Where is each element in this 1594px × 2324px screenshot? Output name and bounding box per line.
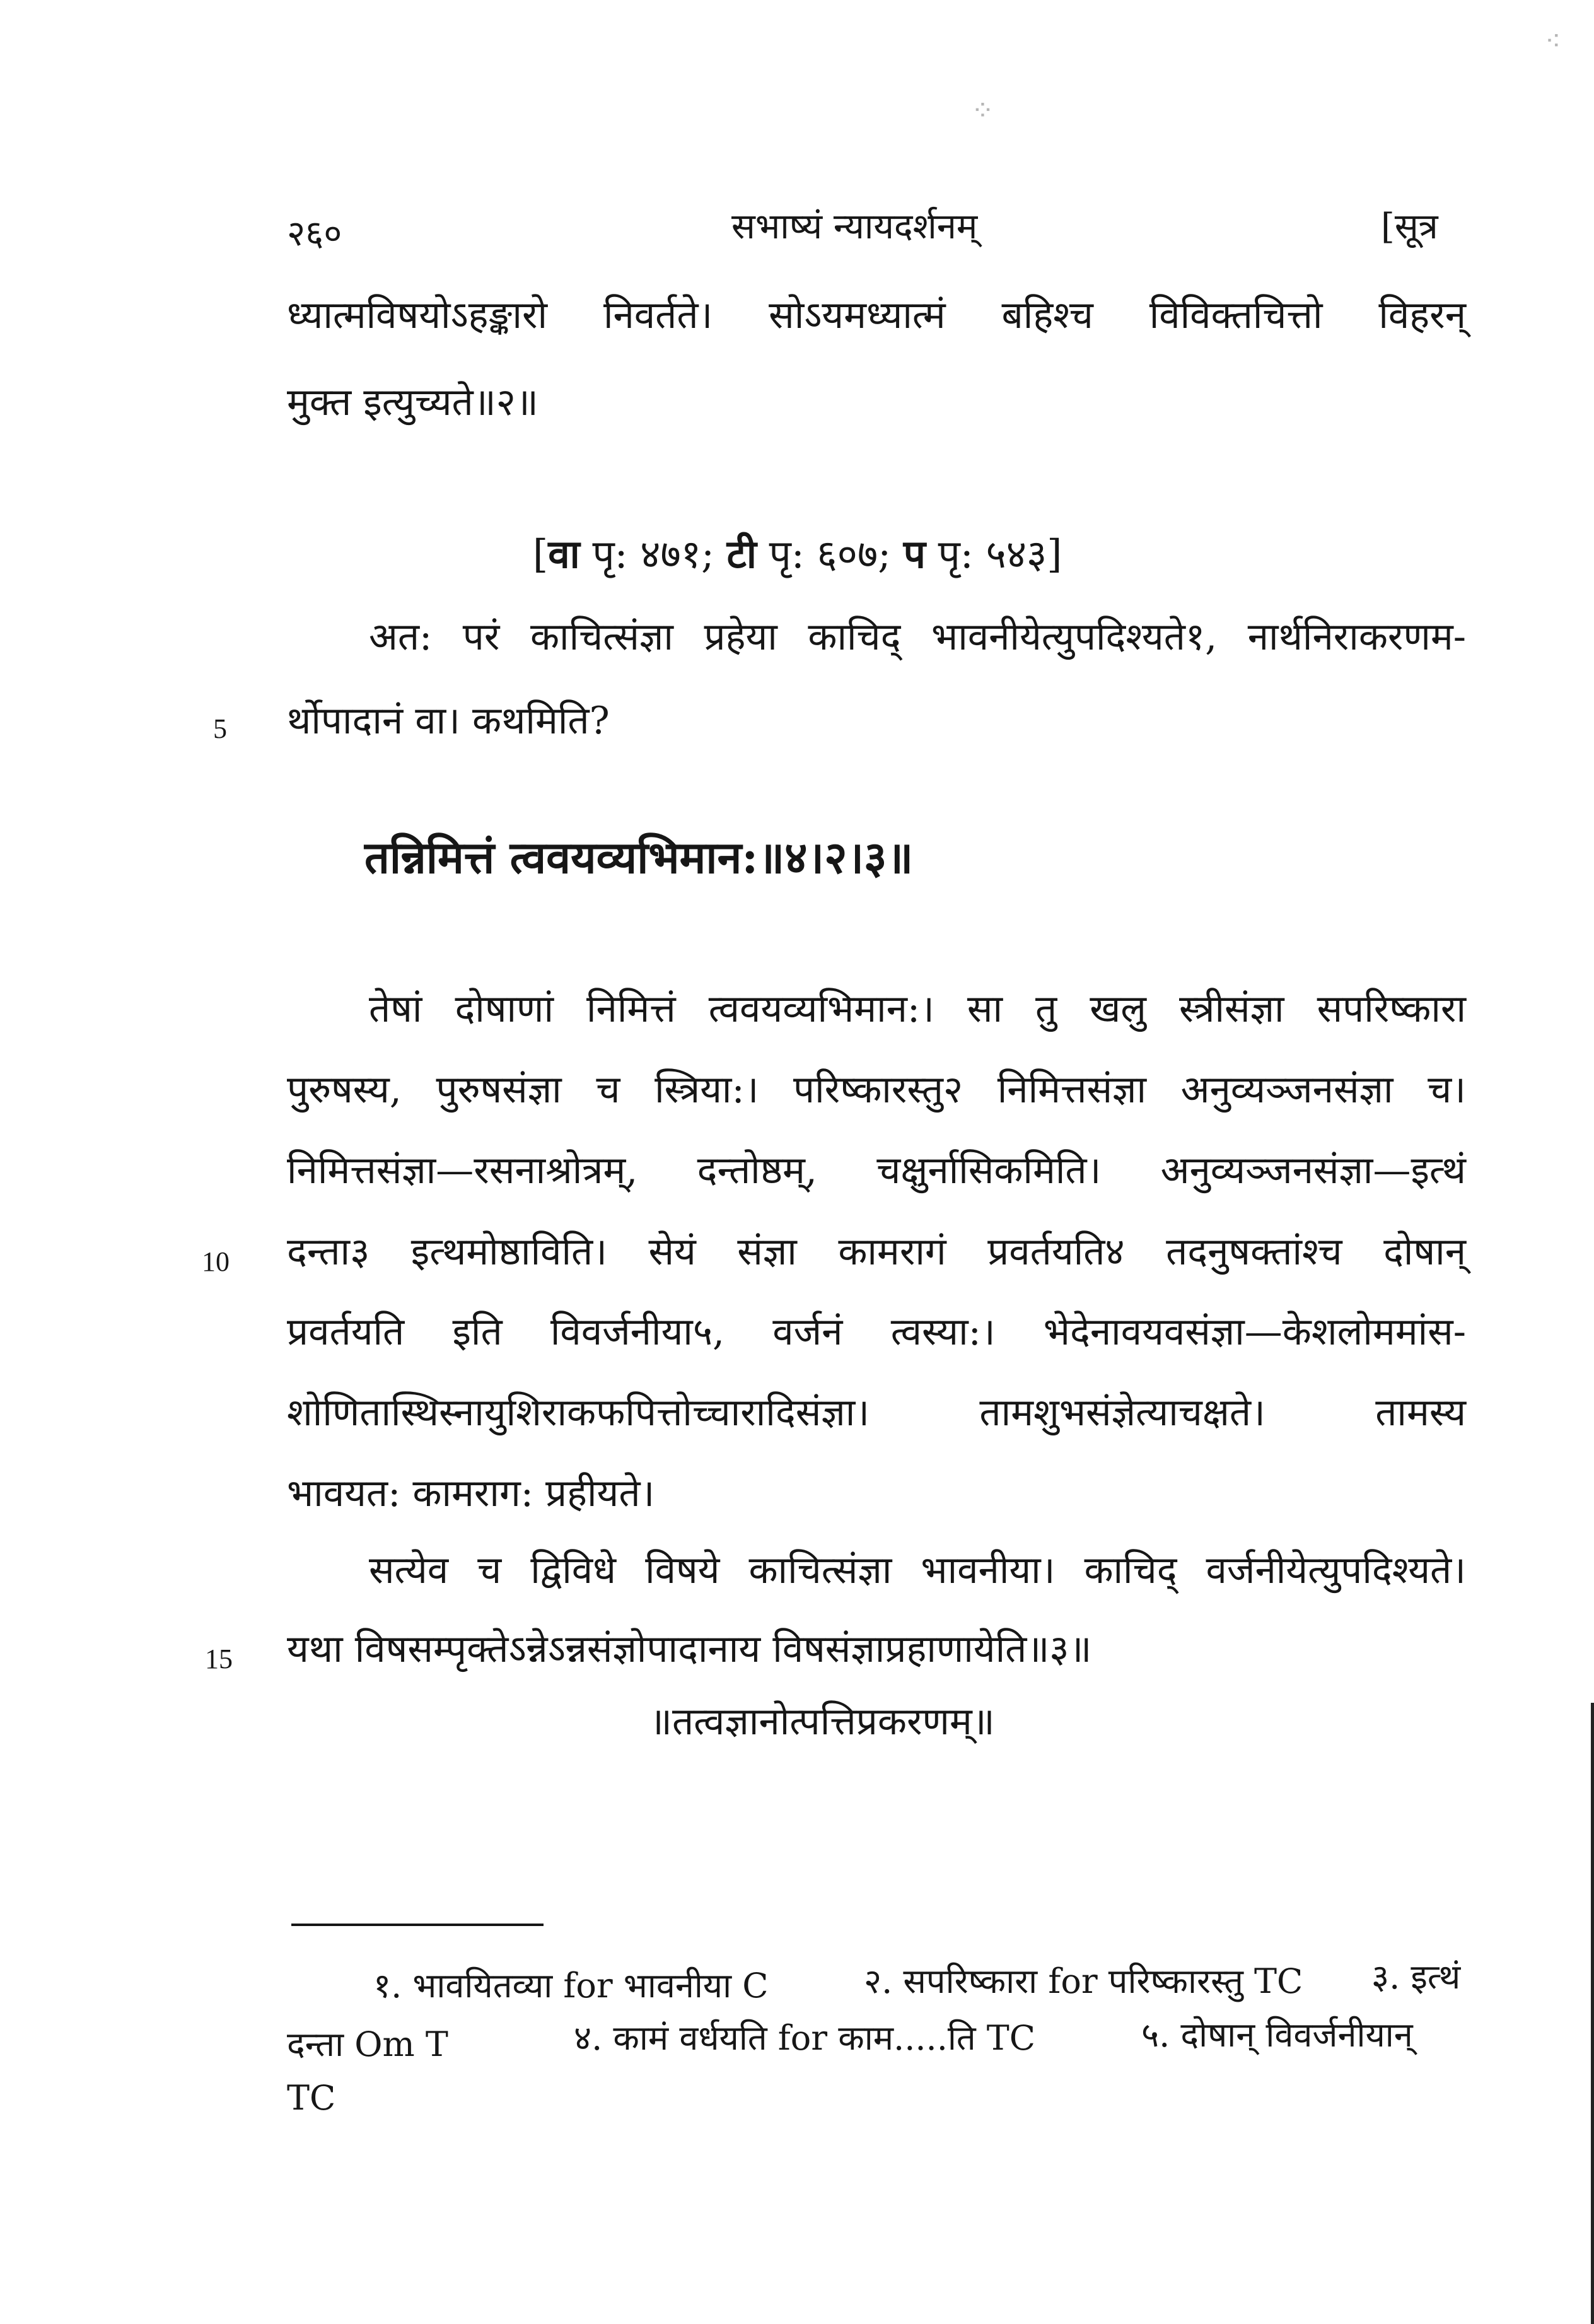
text-line: मुक्त इत्युच्यते॥२॥	[287, 380, 538, 424]
scan-speck: ⁘	[971, 95, 994, 127]
commentary-reference	[533, 531, 1062, 577]
line-number: 10	[202, 1246, 230, 1277]
footnote: २. सपरिष्कारा for परिष्कारस्तु TC	[864, 1961, 1303, 2001]
text-line: प्रवर्तयति इति विवर्जनीया५, वर्जनं त्वस्या:। भेदेनावयवसंज्ञा—केशलोममांस-	[287, 1310, 1466, 1354]
footnote: ३. इत्थं	[1371, 1957, 1461, 1997]
section-label: [सूत्र	[1381, 206, 1438, 247]
ref-open: [	[533, 531, 549, 577]
ref-va-pages: पृ: ४७१;	[579, 531, 727, 577]
text-line: यथा विषसम्पृक्तेऽन्नेऽन्नसंज्ञोपादानाय विषसंज्ञाप्रहाणायेति॥३॥	[287, 1627, 1092, 1671]
ref-va: वा	[548, 531, 580, 577]
text-line: दन्ता३ इत्थमोष्ठाविति। सेयं संज्ञा कामरागं प्रवर्तयति४ तदनुषक्तांश्च दोषान्	[287, 1230, 1466, 1274]
ref-pa: प	[903, 531, 926, 577]
sutra-heading: तन्निमित्तं त्ववयव्यभिमान:॥४।२।३॥	[364, 831, 914, 884]
footnote: दन्ता Om T	[287, 2024, 448, 2064]
ref-ti: टी	[726, 531, 757, 577]
footnote: १. भावयितव्या for भावनीया C	[373, 1966, 769, 2006]
text-line: सत्येव च द्विविधे विषये काचित्संज्ञा भावनीया। काचिद् वर्जनीयेत्युपदिश्यते।	[369, 1548, 1466, 1592]
footnote: ४. कामं वर्धयति for काम.....ति TC	[574, 2018, 1036, 2058]
footnote: ५. दोषान् विवर्जनीयान्	[1141, 2015, 1413, 2055]
ref-ti-pages: पृ: ६०७;	[756, 531, 904, 577]
footnote-divider	[291, 1924, 544, 1926]
line-number: 15	[205, 1644, 233, 1674]
text-line: भावयत: कामराग: प्रहीयते।	[287, 1471, 655, 1515]
scan-speck: ⁖	[1545, 25, 1561, 57]
page-number: २६०	[287, 213, 342, 254]
page-edge-shadow	[1591, 1703, 1594, 2324]
text-line: निमित्तसंज्ञा—रसनाश्रोत्रम्, दन्तोष्ठम्, चक्षुर्नासिकमिति। अनुव्यञ्जनसंज्ञा—इत्थं	[287, 1148, 1466, 1193]
running-title: सभाष्यं न्यायदर्शनम्	[731, 206, 978, 247]
text-line: शोणितास्थिस्नायुशिराकफपित्तोच्चारादिसंज्ञा। तामशुभसंज्ञेत्याचक्षते। तामस्य	[287, 1391, 1466, 1435]
text-line: पुरुषस्य, पुरुषसंज्ञा च स्त्रिया:। परिष्कारस्तु२ निमित्तसंज्ञा अनुव्यञ्जनसंज्ञा च।	[287, 1068, 1466, 1112]
text-line: ध्यात्मविषयोऽहङ्कारो निवर्तते। सोऽयमध्यात्मं बहिश्च विविक्तचित्तो विहरन्	[287, 293, 1466, 337]
text-line: अत: परं काचित्संज्ञा प्रहेया काचिद् भावनीयेत्युपदिश्यते१, नार्थनिराकरणम-	[369, 615, 1466, 659]
ref-pa-pages: पृ: ५४३]	[925, 531, 1062, 577]
line-number: 5	[213, 713, 227, 744]
text-line: र्थोपादानं वा। कथमिति?	[287, 699, 610, 743]
text-line: तेषां दोषाणां निमित्तं त्ववयव्यभिमान:। सा तु खलु स्त्रीसंज्ञा सपरिष्कारा	[369, 987, 1466, 1031]
footnote: TC	[287, 2078, 336, 2118]
section-colophon: ॥तत्वज्ञानोत्पत्तिप्रकरणम्॥	[649, 1700, 995, 1744]
